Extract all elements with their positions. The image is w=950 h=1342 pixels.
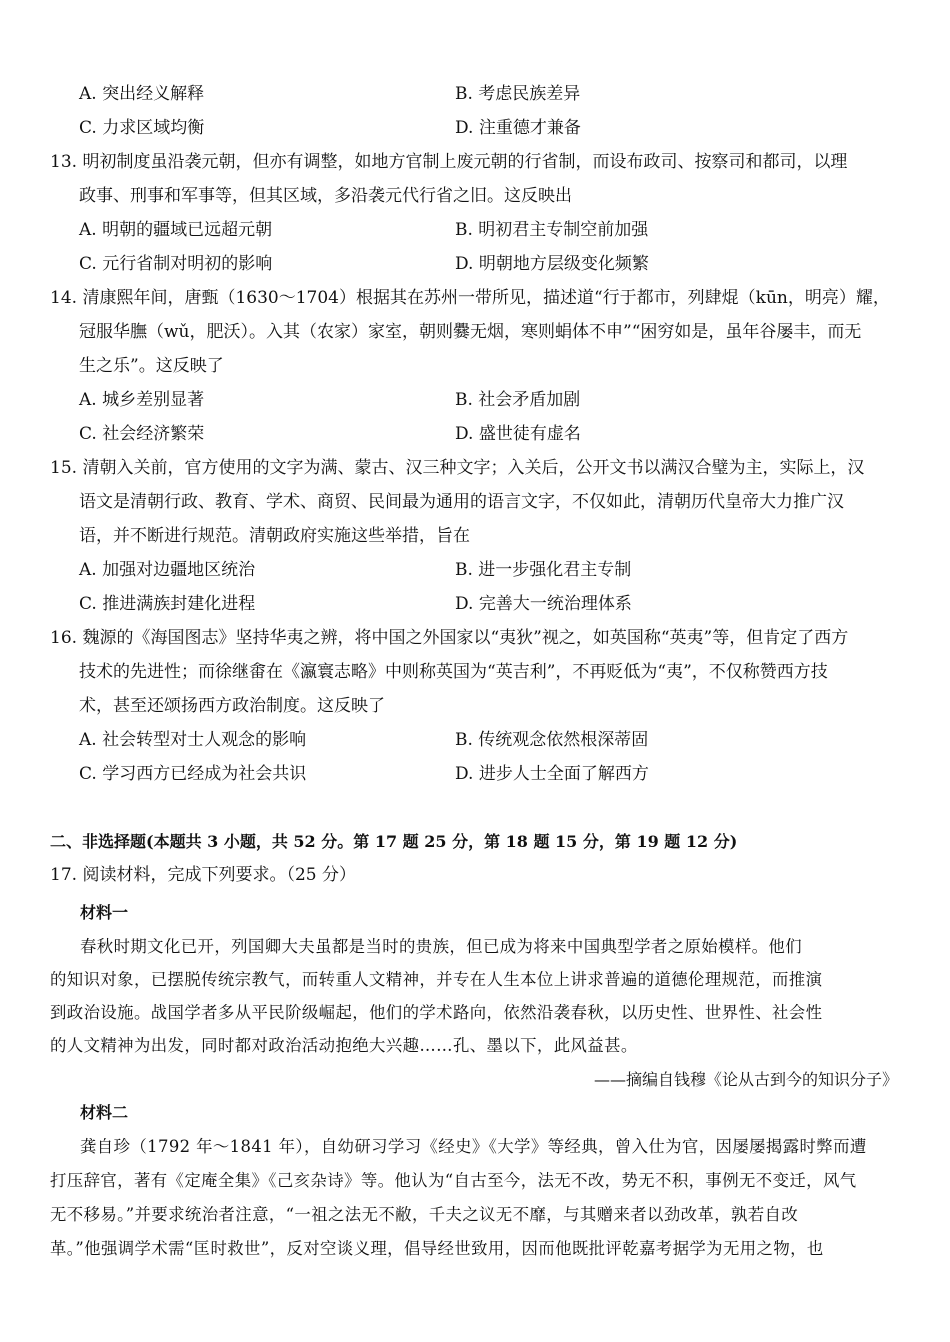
q14-option-d: D. 盛世徒有虚名 xyxy=(455,424,581,444)
q15-option-c: C. 推进满族封建化进程 xyxy=(79,594,256,614)
q13-option-a: A. 明朝的疆域已远超元朝 xyxy=(79,220,273,240)
q14-stem-line-2: 冠服华膴（wǔ，肥沃）。入其（农家）家室，朝则爨无烟，寒则蜎体不申”“困穷如是，虽年谷屡丰，而无 xyxy=(79,322,862,342)
material2-line-4: 革。”他强调学术需“匡时救世”，反对空谈义理，倡导经世致用，因而他既批评乾嘉考据学为无用之物，也 xyxy=(50,1239,824,1258)
q14-stem-line-3: 生之乐”。这反映了 xyxy=(79,356,224,376)
q13-option-d: D. 明朝地方层级变化频繁 xyxy=(455,254,649,274)
material1-line-1: 春秋时期文化已开，列国卿大夫虽都是当时的贵族，但已成为将来中国典型学者之原始模样。他们 xyxy=(80,937,802,956)
material2-heading: 材料二 xyxy=(80,1103,129,1122)
q16-option-c: C. 学习西方已经成为社会共识 xyxy=(79,764,307,784)
q17-title: 17. 阅读材料，完成下列要求。（25 分） xyxy=(50,865,356,885)
q16-option-d: D. 进步人士全面了解西方 xyxy=(455,764,649,784)
q15-stem-line-1: 15. 清朝入关前，官方使用的文字为满、蒙古、汉三种文字；入关后，公开文书以满汉合璧为主，实际上，汉 xyxy=(50,458,865,478)
q15-option-a: A. 加强对边疆地区统治 xyxy=(79,560,256,580)
material1-heading: 材料一 xyxy=(80,903,129,922)
material1-line-4: 的人文精神为出发，同时都对政治活动抱绝大兴趣……孔、墨以下，此风益甚。 xyxy=(50,1036,638,1055)
q12-option-c: C. 力求区域均衡 xyxy=(79,118,205,138)
q15-stem-line-2: 语文是清朝行政、教育、学术、商贸、民间最为通用的语言文字，不仅如此，清朝历代皇帝大力推广汉 xyxy=(79,492,844,512)
q13-option-b: B. 明初君主专制空前加强 xyxy=(455,220,649,240)
material2-line-2: 打压辞官，著有《定庵全集》《己亥杂诗》等。他认为“自古至今，法无不改，势无不积，事例无不变迁，风气 xyxy=(50,1171,857,1190)
material1-line-3: 到政治设施。战国学者多从平民阶级崛起，他们的学术路向，依然沿袭春秋，以历史性、世界性、社会性 xyxy=(50,1003,823,1022)
q13-option-c: C. 元行省制对明初的影响 xyxy=(79,254,273,274)
q14-stem-line-1: 14. 清康熙年间，唐甄（1630～1704）根据其在苏州一带所见，描述道“行于都市，列肆焜（kūn，明亮）耀， xyxy=(50,288,890,308)
q14-option-c: C. 社会经济繁荣 xyxy=(79,424,205,444)
q16-stem-line-1: 16. 魏源的《海国图志》坚持华夷之辨，将中国之外国家以“夷狄”视之，如英国称“英夷”等，但肯定了西方 xyxy=(50,628,849,648)
q16-option-b: B. 传统观念依然根深蒂固 xyxy=(455,730,649,750)
material1-line-2: 的知识对象，已摆脱传统宗教气，而转重人文精神，并专在人生本位上讲求普遍的道德伦理规范，而推演 xyxy=(50,970,823,989)
q16-option-a: A. 社会转型对士人观念的影响 xyxy=(79,730,307,750)
q12-option-d: D. 注重德才兼备 xyxy=(455,118,581,138)
material2-line-3: 无不移易。”并要求统治者注意，“一祖之法无不敝，千夫之议无不靡，与其赠来者以劲改革，孰若自改 xyxy=(50,1205,799,1224)
q15-option-d: D. 完善大一统治理体系 xyxy=(455,594,632,614)
q14-option-b: B. 社会矛盾加剧 xyxy=(455,390,581,410)
q13-stem-line-1: 13. 明初制度虽沿袭元朝，但亦有调整，如地方官制上废元朝的行省制，而设布政司、按察司和都司，以理 xyxy=(50,152,848,172)
material2-line-1: 龚自珍（1792 年～1841 年），自幼研习学习《经史》《大学》等经典，曾入仕为官，因屡屡揭露时弊而遭 xyxy=(80,1137,867,1156)
q14-option-a: A. 城乡差别显著 xyxy=(79,390,205,410)
section2-title: 二、非选择题(本题共 3 小题，共 52 分。第 17 题 25 分，第 18 题 15 分，第 19 题 12 分) xyxy=(50,832,738,851)
q12-option-a: A. 突出经义解释 xyxy=(79,84,205,104)
q12-option-b: B. 考虑民族差异 xyxy=(455,84,581,104)
q15-option-b: B. 进一步强化君主专制 xyxy=(455,560,632,580)
q16-stem-line-3: 术，甚至还颂扬西方政治制度。这反映了 xyxy=(79,696,385,716)
q13-stem-line-2: 政事、刑事和军事等，但其区域，多沿袭元代行省之旧。这反映出 xyxy=(79,186,572,206)
q15-stem-line-3: 语，并不断进行规范。清朝政府实施这些举措，旨在 xyxy=(79,526,470,546)
q16-stem-line-2: 技术的先进性；而徐继畬在《瀛寰志略》中则称英国为“英吉利”，不再贬低为“夷”，不仅称赞西方技 xyxy=(79,662,828,682)
material1-source: ——摘编自钱穆《论从古到今的知识分子》 xyxy=(593,1070,898,1089)
